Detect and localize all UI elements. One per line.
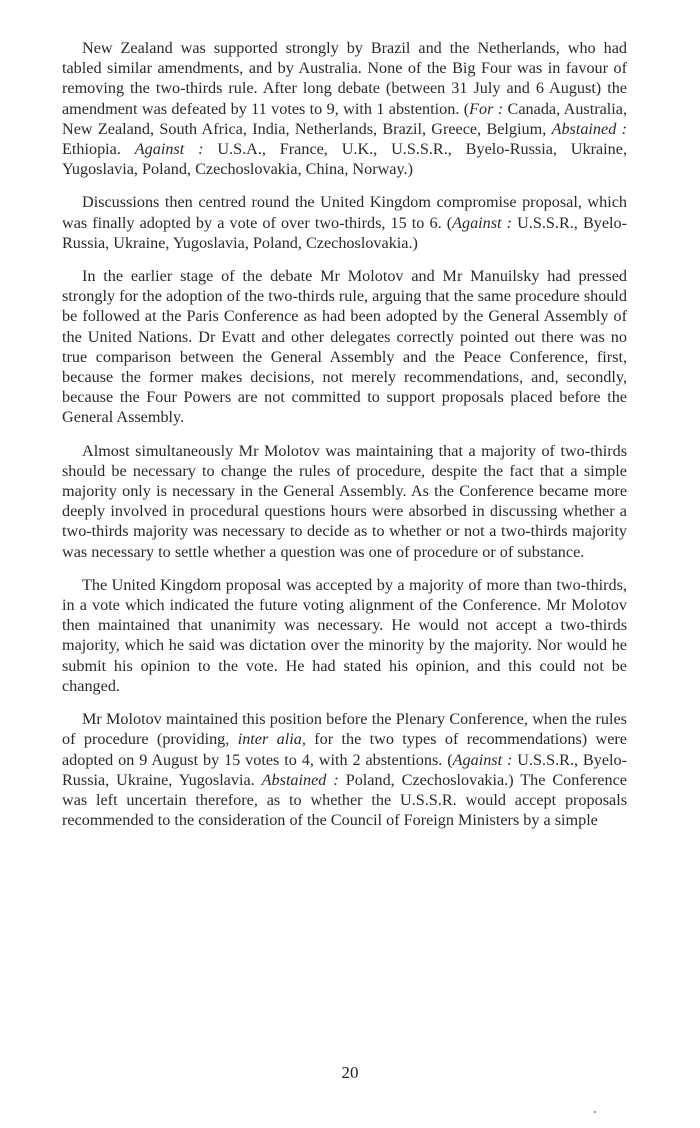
paragraph-2 [62, 192, 627, 253]
text-run: Almost simultaneously Mr Molotov was maintaining that a majority of two-thirds should be necessary to change the rules of procedure, despite the fact that a simple majority only is necessary in the General Assembly. As the Conference became more deeply involved in procedural questions hours were absorbed in discussing whether a two-thirds majority was necessary to decide as to whether or not a two-thirds majority was necessary to settle whether a question was one of procedure or of substance. [62, 441, 627, 561]
text-run: U.S.A., France, U.K., U.S.S.R., Byelo-Russia, Ukraine, Yugoslavia, Poland, Czechoslovakia, China, Norway.) [62, 140, 627, 179]
italic-run: inter alia, [237, 730, 306, 749]
text-run: Mr Molotov maintained this position before the Plenary Conference, when the rules of procedure (providing, [62, 710, 627, 749]
italic-run: Abstained : [551, 119, 627, 138]
paragraph-1 [62, 38, 627, 179]
italic-run: Against : [452, 213, 513, 232]
italic-run: Against : [134, 140, 204, 159]
text-run: Poland, Czechoslovakia.) The Conference was left uncertain therefore, as to whether the U.S.S.R. would accept proposals recommended to the consideration of the Council of Foreign Ministers by a simple [62, 770, 627, 830]
text-run: for the two types of recommendations) were adopted on 9 August by 15 votes to 4, with 2 abstentions. ( [62, 730, 627, 769]
paragraph-6 [62, 709, 627, 830]
paragraph-5 [62, 575, 627, 696]
text-run: U.S.S.R., Byelo-Russia, Ukraine, Yugoslavia, Poland, Czechoslovakia.) [62, 213, 628, 252]
paragraph-4 [62, 441, 627, 562]
text-run: Canada, Australia, New Zealand, South Africa, India, Netherlands, Brazil, Greece, Belgium, [62, 99, 628, 138]
text-run: U.S.S.R., Byelo-Russia, Ukraine, Yugoslavia. [62, 750, 627, 789]
text-run: Ethiopia. [62, 140, 135, 159]
paragraph-3 [62, 266, 627, 428]
document-page [62, 38, 627, 843]
scan-speck [594, 1111, 596, 1113]
italic-run: Abstained : [261, 770, 339, 789]
text-run: Discussions then centred round the United Kingdom compromise proposal, which was finally adopted by a vote of over two-thirds, 15 to 6. ( [62, 193, 627, 232]
text-run: The United Kingdom proposal was accepted by a majority of more than two-thirds, in a vote which indicated the future voting alignment of the Conference. Mr Molotov then maintained that unanimity was necessary. He would not accept a two-thirds majority, which he said was dictation over the minority by the majority. Nor would he submit his opinion to the vote. He had stated his opinion, and this could not be changed. [62, 575, 627, 695]
text-run: In the earlier stage of the debate Mr Molotov and Mr Manuilsky had pressed strongly for the adoption of the two-thirds rule, arguing that the same procedure should be followed at the Paris Conference as had been adopted by the General Assembly of the United Nations. Dr Evatt and other delegates correctly pointed out there was no true comparison between the General Assembly and the Peace Conference, first, because the former makes decisions, not merely recommendations, and, secondly, because the Four Powers are not committed to support proposals placed before the General Assembly. [62, 267, 627, 427]
text-run: New Zealand was supported strongly by Brazil and the Netherlands, who had tabled similar amendments, and by Australia. None of the Big Four was in favour of removing the two-thirds rule. After long debate (between 31 July and 6 August) the amendment was defeated by 11 votes to 9, with 1 abstention. ( [62, 39, 627, 118]
page-number: 20 [341, 1063, 359, 1082]
italic-run: For : [469, 99, 504, 118]
italic-run: Against : [452, 750, 513, 769]
